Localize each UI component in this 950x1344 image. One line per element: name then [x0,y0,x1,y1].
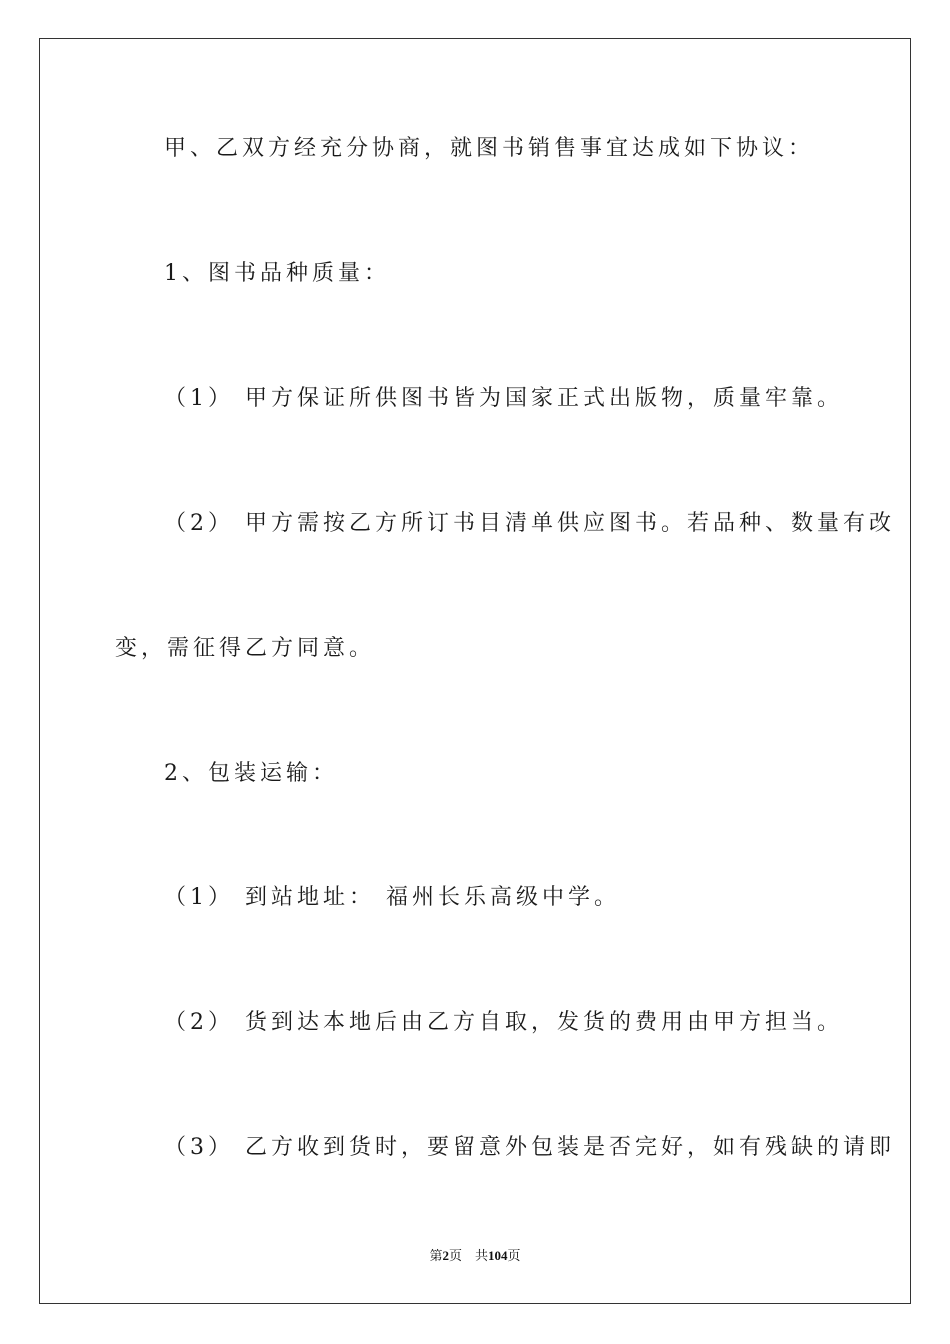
page-footer [0,1247,950,1265]
page-border [39,38,911,1304]
clause-1-2-continued: 变，需征得乙方同意。 [115,636,376,661]
clause-2-3: （3） 乙方收到货时，要留意外包装是否完好，如有残缺的请即 [164,1135,895,1160]
total-prefix: 共 [475,1248,489,1263]
total-suffix: 页 [507,1248,521,1263]
page-number: 2 [442,1248,449,1263]
clause-2-1: （1） 到站地址： 福州长乐高级中学。 [164,885,620,910]
section-heading-packaging: 2、包装运输： [164,761,338,786]
page-suffix: 页 [448,1248,462,1263]
clause-2-2: （2） 货到达本地后由乙方自取，发货的费用由甲方担当。 [164,1010,843,1035]
paragraph-intro: 甲、乙双方经充分协商，就图书销售事宜达成如下协议： [164,136,815,161]
page-prefix: 第 [429,1248,443,1263]
total-pages: 104 [488,1248,508,1263]
clause-1-2: （2） 甲方需按乙方所订书目清单供应图书。若品种、数量有改 [164,511,895,536]
clause-1-1: （1） 甲方保证所供图书皆为国家正式出版物，质量牢靠。 [164,386,843,411]
section-heading-book-quality: 1、图书品种质量： [164,261,390,286]
